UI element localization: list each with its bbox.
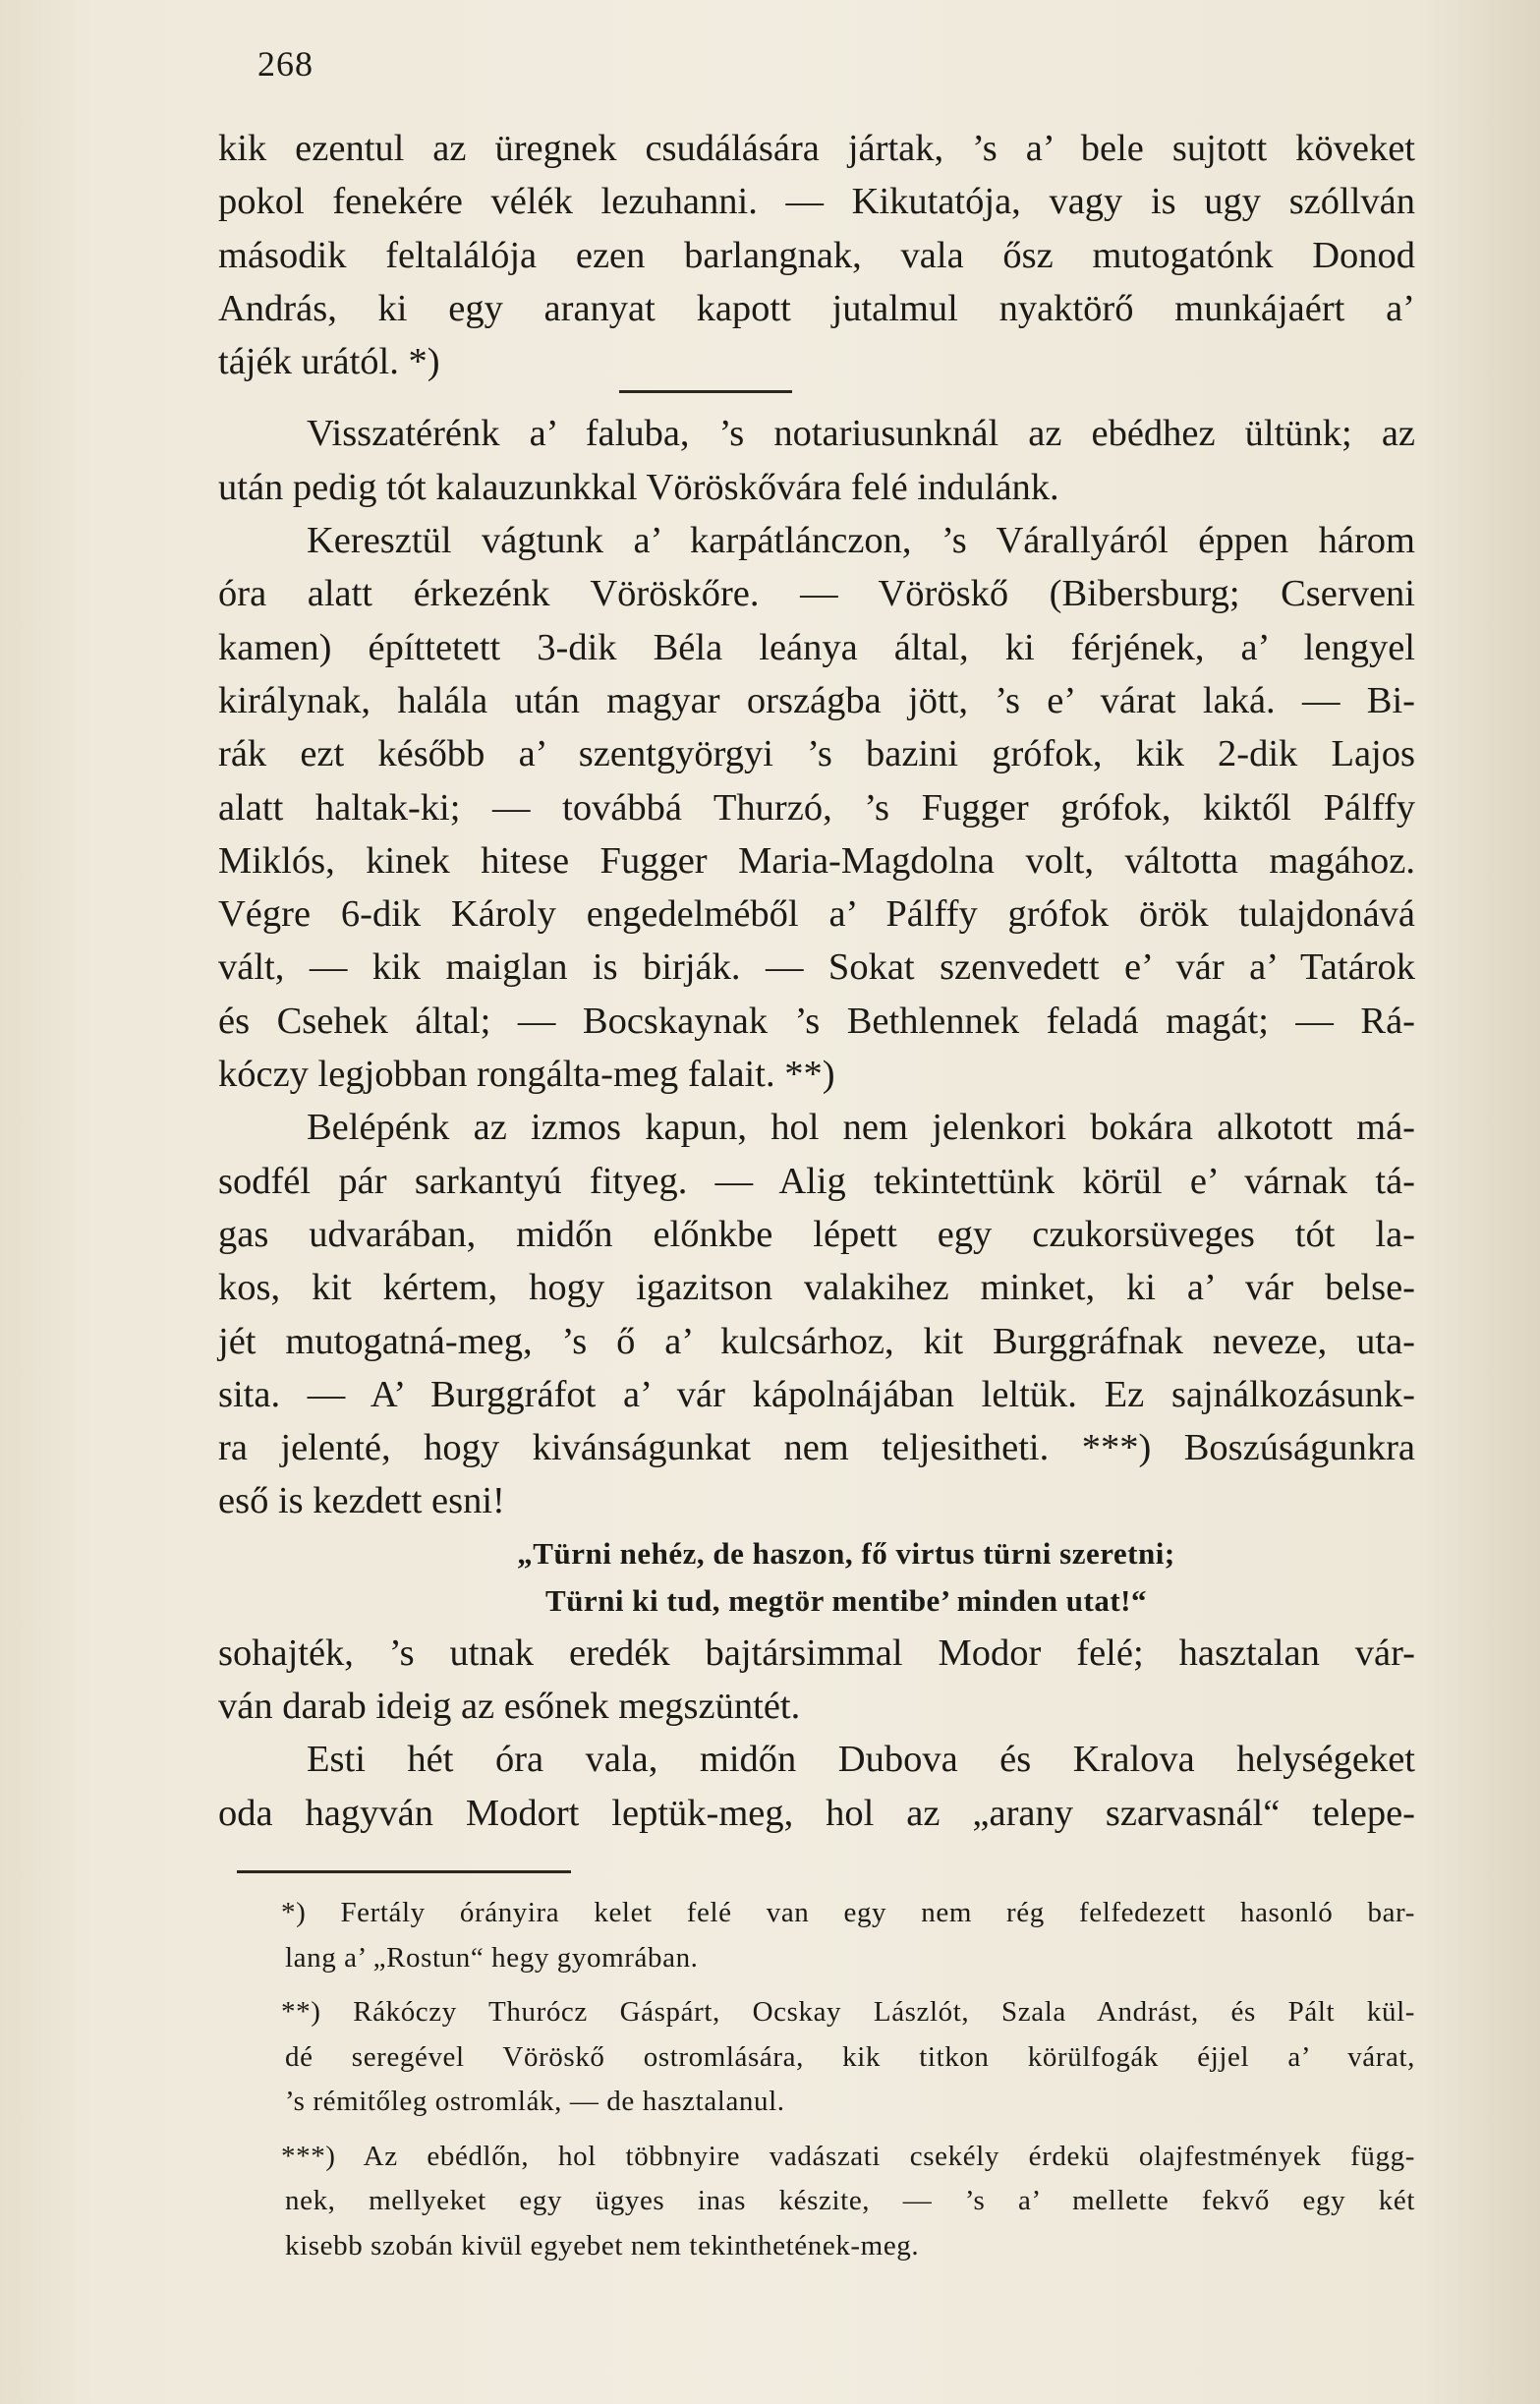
text-line: vált, — kik maiglan is birják. — Sokat szenvedett e’ vár a’ Tatárok <box>218 946 1415 989</box>
text-line: Belépénk az izmos kapun, hol nem jelenkori bokára alkotott má- <box>307 1107 1415 1149</box>
footnote-line: lang a’ „Rostun“ hegy gyomrában. <box>285 1941 699 1974</box>
footnote-line: nek, mellyeket egy ügyes inas készite, — ’s a’ mellette fekvő egy két <box>285 2185 1415 2216</box>
text-line: tájék urától. *) <box>218 341 440 383</box>
footnote-line: **) Rákóczy Thurócz Gáspárt, Ocskay Lászlót, Szala Andrást, és Pált kül- <box>281 1996 1415 2028</box>
footnote-line: ***) Az ebédlőn, hol többnyire vadászati csekély érdekü olajfestmények függ- <box>281 2140 1415 2172</box>
paragraph-cave <box>218 122 1415 388</box>
text-line: gas udvarában, midőn előnkbe lépett egy czukorsüveges tót la- <box>218 1213 1415 1255</box>
text-line: második feltalálója ezen barlangnak, vala ősz mutogatónk Donod <box>218 234 1415 276</box>
footnote-line: ’s rémitőleg ostromlák, — de hasztalanul. <box>285 2086 785 2117</box>
text-line: jét mutogatná-meg, ’s ő a’ kulcsárhoz, kit Burggráfnak neveze, uta- <box>218 1320 1415 1362</box>
footnote <box>218 1891 1415 1980</box>
text-line: óra alatt érkezénk Vöröskőre. — Vöröskő (Bibersburg; Cserveni <box>218 573 1415 615</box>
text-line: kamen) építtetett 3-dik Béla leánya által, ki férjének, a’ lengyel <box>218 626 1415 668</box>
text-line: Miklós, kinek hitese Fugger Maria-Magdolna volt, váltotta magához. <box>218 839 1415 882</box>
text-line: Esti hét óra vala, midőn Dubova és Kralova helységeket <box>307 1739 1415 1781</box>
text-line: sohajték, ’s utnak eredék bajtársimmal Modor felé; hasztalan vár- <box>218 1631 1415 1674</box>
text-line: kos, kit kértem, hogy igazitson valakihez minket, ki a’ vár belse- <box>218 1267 1415 1309</box>
page-number: 268 <box>257 44 314 84</box>
text-line: oda hagyván Modort leptük-meg, hol az „arany szarvasnál“ telepe- <box>218 1792 1415 1834</box>
main-text <box>218 122 1415 1840</box>
footnote <box>218 2135 1415 2269</box>
text-line: András, ki egy aranyat kapott jutalmul nyaktörő munkájaért a’ <box>218 287 1415 329</box>
text-line: és Csehek által; — Bocskaynak ’s Bethlennek feladá magát; — Rá- <box>218 1000 1415 1042</box>
text-line: sita. — A’ Burggráfot a’ vár kápolnájában leltük. Ez sajnálkozásunk- <box>218 1373 1415 1415</box>
footnote-divider <box>237 1870 571 1873</box>
text-line: ván darab ideig az esőnek megszüntét. <box>218 1686 801 1728</box>
footnote <box>218 1990 1415 2125</box>
text-line: pokol fenekére vélék lezuhanni. — Kikutatója, vagy is ugy szóllván <box>218 181 1415 223</box>
paragraph-castle <box>218 407 1415 1527</box>
verse-line: „Türni nehéz, de haszon, fő virtus türni szeretni; <box>517 1535 1175 1571</box>
text-line: eső is kezdett esni! <box>218 1480 505 1522</box>
verse-line: Türni ki tud, megtör mentibe’ minden utat!“ <box>545 1582 1147 1618</box>
section-divider <box>619 390 792 393</box>
paragraph-modor <box>218 1627 1415 1840</box>
text-line: kóczy legjobban rongálta-meg falait. **) <box>218 1054 835 1096</box>
footnote-line: dé seregével Vöröskő ostromlására, kik titkon körülfogák éjjel a’ várat, <box>285 2040 1415 2073</box>
text-line: rák ezt később a’ szentgyörgyi ’s bazini grófok, kik 2-dik Lajos <box>218 733 1415 775</box>
text-line: után pedig tót kalauzunkkal Vöröskővára felé indulánk. <box>218 466 1059 508</box>
text-line: Keresztül vágtunk a’ karpátlánczon, ’s Várallyáról éppen három <box>307 520 1415 562</box>
text-line: sodfél pár sarkantyú fityeg. — Alig tekintettünk körül e’ várnak tá- <box>218 1160 1415 1202</box>
text-line: Végre 6-dik Károly engedelméből a’ Pálffy grófok örök tulajdonává <box>218 893 1415 936</box>
footnote-line: *) Fertály órányira kelet felé van egy nem rég felfedezett hasonló bar- <box>281 1897 1415 1928</box>
text-line: alatt haltak-ki; — továbbá Thurzó, ’s Fugger grófok, kiktől Pálffy <box>218 786 1415 829</box>
text-line: királynak, halála után magyar országba jött, ’s e’ várat laká. — Bi- <box>218 679 1415 721</box>
text-line: ra jelenté, hogy kivánságunkat nem teljesitheti. ***) Boszúságunkra <box>218 1427 1415 1469</box>
footnote-line: kisebb szobán kivül egyebet nem tekinthetének-meg. <box>285 2229 920 2261</box>
footnotes <box>218 1891 1415 2278</box>
verse-quote <box>218 1528 1415 1627</box>
text-line: Visszatérénk a’ faluba, ’s notariusunknál az ebédhez ültünk; az <box>307 413 1415 455</box>
text-line: kik ezentul az üregnek csudálására jártak, ’s a’ bele sujtott köveket <box>218 128 1415 169</box>
